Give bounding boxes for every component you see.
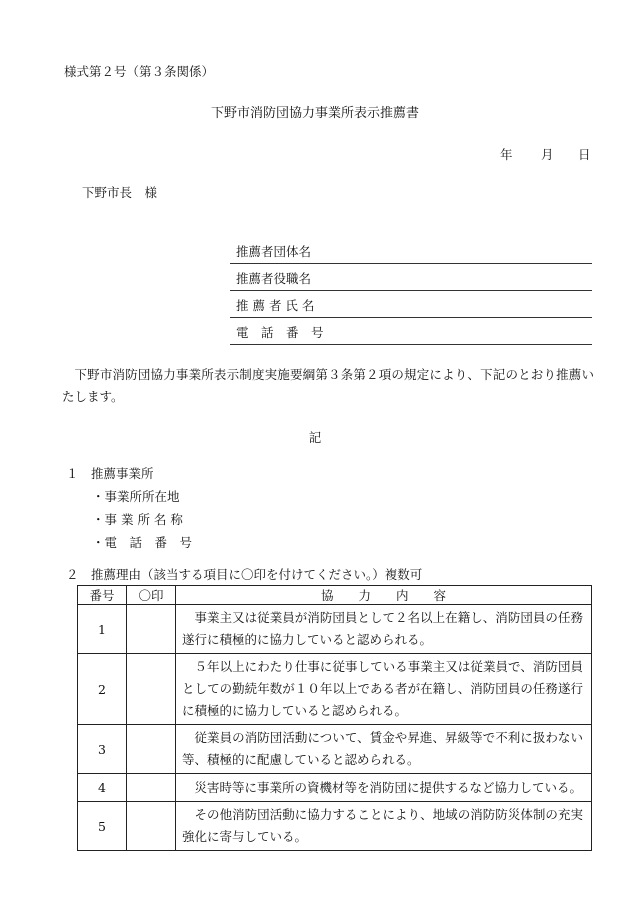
row-number: 4 [78,774,127,802]
row-mark-cell[interactable] [127,774,176,802]
reasons-table [77,585,592,851]
recommender-name-field[interactable] [230,291,592,318]
row-number: 5 [78,802,127,851]
row-mark-cell[interactable] [127,725,176,774]
section1-item-name: ・事 業 所 名 称 [92,512,183,527]
recommender-position-field[interactable] [230,264,592,291]
table-row [78,802,592,851]
row-content: その他消防団活動に協力することにより、地域の消防防災体制の充実強化に寄与している。 [176,802,592,851]
row-number: 3 [78,725,127,774]
date-day-label: 日 [578,147,591,162]
row-content: 従業員の消防団活動について、賃金や昇進、昇級等で不利に扱わない等、積極的に配慮していると認められる。 [176,725,592,774]
section2-heading: ２ 推薦理由（該当する項目に〇印を付けてください。）複数可 [66,567,423,582]
recommender-phone-label: 電 話 番 号 [236,325,324,340]
recommender-name-label: 推 薦 者 氏 名 [236,298,315,313]
row-mark-cell[interactable] [127,802,176,851]
document-title: 下野市消防団協力事業所表示推薦書 [210,106,419,121]
row-number: 1 [78,605,127,654]
section1-item-phone: ・電 話 番 号 [92,535,193,550]
row-mark-cell[interactable] [127,654,176,725]
form-number: 様式第２号（第３条関係） [64,64,215,79]
date-month-label: 月 [541,147,554,162]
col-header-mark: 〇印 [127,586,176,605]
addressee: 下野市長 様 [82,185,158,200]
col-header-number: 番号 [78,586,127,605]
date-year-label: 年 [500,147,513,162]
col-header-content: 協 力 内 容 [176,586,592,605]
row-mark-cell[interactable] [127,605,176,654]
table-header-row [78,586,592,605]
table-row [78,654,592,725]
table-row [78,725,592,774]
row-content: 災害時等に事業所の資機材等を消防団に提供するなど協力している。 [176,774,592,802]
recommender-phone-field[interactable] [230,318,592,345]
row-content: ５年以上にわたり仕事に従事している事業主又は従業員で、消防団員としての勤続年数が１０年以上である者が在籍し、消防団員の任務遂行に積極的に協力していると認められる。 [176,654,592,725]
table-row [78,605,592,654]
row-number: 2 [78,654,127,725]
recommender-org-field[interactable] [230,237,592,264]
body-paragraph: 下野市消防団協力事業所表示制度実施要綱第３条第２項の規定により、下記のとおり推薦いたします。 [62,367,594,404]
recommender-position-label: 推薦者役職名 [236,271,312,286]
section1-item-address: ・事業所所在地 [92,489,180,504]
section1-heading: １ 推薦事業所 [66,466,154,481]
row-content: 事業主又は従業員が消防団員として２名以上在籍し、消防団員の任務遂行に積極的に協力していると認められる。 [176,605,592,654]
recommender-org-label: 推薦者団体名 [236,244,312,259]
table-row [78,774,592,802]
ki-heading: 記 [308,430,322,445]
